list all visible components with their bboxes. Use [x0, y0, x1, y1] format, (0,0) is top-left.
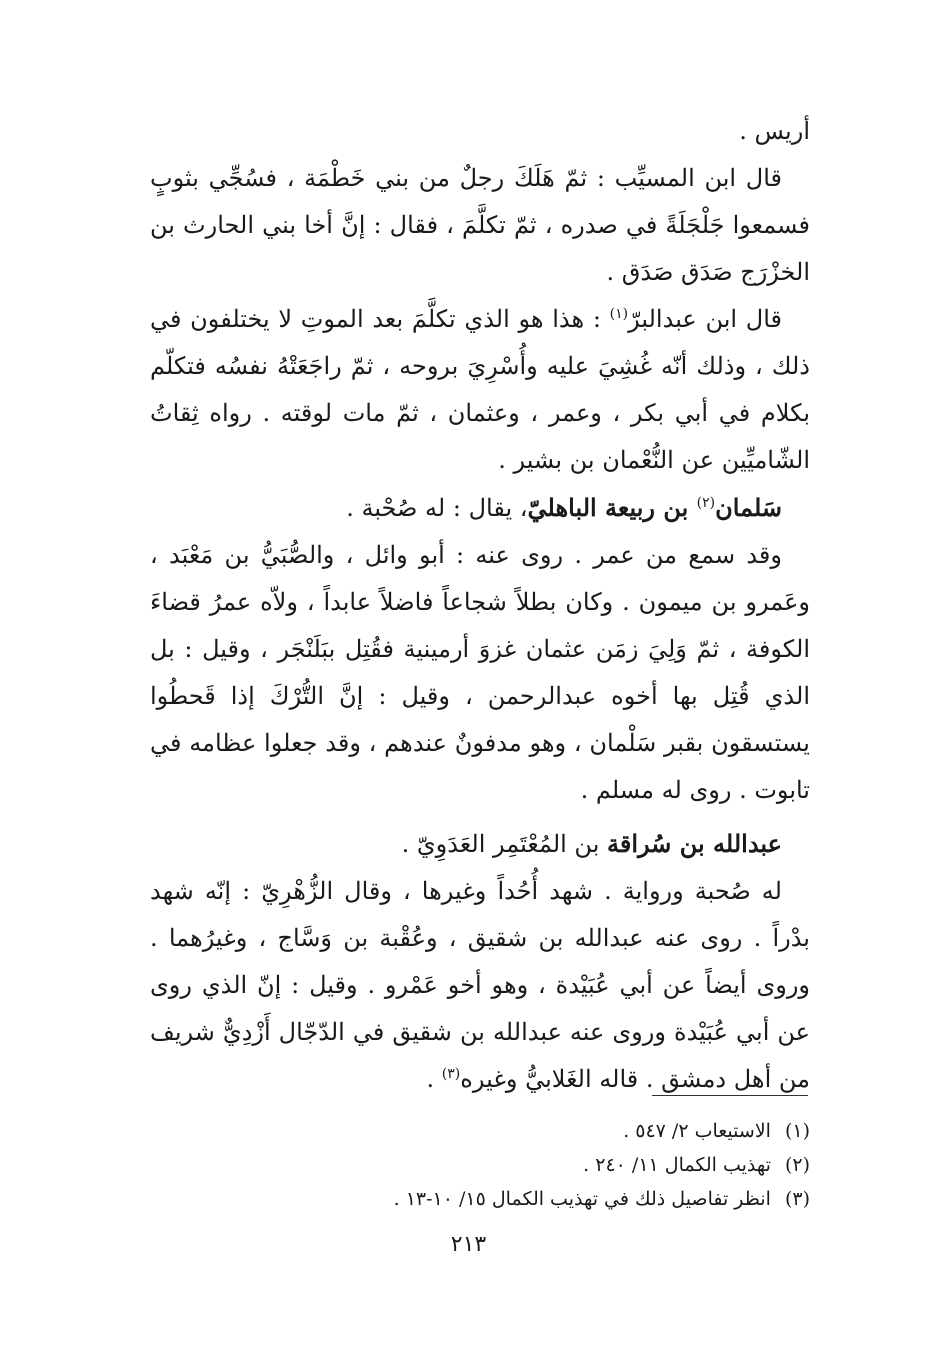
- footnote-number: (٢): [784, 1154, 810, 1176]
- paragraph-2-lead: قال ابن عبدالبرّ: [628, 305, 782, 333]
- footnote-text: تهذيب الكمال ١١/ ٢٤٠ .: [583, 1154, 771, 1176]
- footnote-number: (٣): [784, 1188, 810, 1210]
- footnote-divider: [652, 1095, 808, 1096]
- footnote-number: (١): [784, 1120, 810, 1142]
- footnote-ref-2: (٢): [696, 495, 716, 511]
- entry-name-salman-rest: بن ربيعة الباهليّ: [527, 493, 697, 522]
- footnote-text: الاستيعاب ٢/ ٥٤٧ .: [623, 1120, 771, 1142]
- paragraph-4-body: له صُحبة ورواية . شهد أُحُداً وغيرها ، وقال الزُّهْرِيّ : إنّه شهد بدْراً . روى عنه عبدالله بن شقيق ، وعُقْبة بن وَسَّاج ، وغيرُهما . وروى أيضاً عن أبي عُبَيْدة ، وهو أخو عَمْرو . وقيل : إنّ الذي روى عن أبي عُبَيْدة وروى عنه عبدالله بن شقيق في الدّجّال أَزْدِيٌّ شريف من أهل دمشق . قاله الغَلابيُّ وغيره: [150, 877, 810, 1093]
- footnote-2: [150, 1148, 810, 1182]
- main-text: [150, 108, 810, 1103]
- paragraph-4-end: .: [426, 1065, 442, 1093]
- entry-heading-salman: [150, 484, 810, 532]
- footnote-ref-1: (١): [609, 306, 629, 322]
- entry-heading-salman-tail: ، يقال : له صُحْبة .: [346, 494, 528, 522]
- footnote-ref-3: (٣): [441, 1066, 461, 1082]
- page-number: ٢١٣: [450, 1232, 487, 1257]
- continuation-line: أريس .: [739, 117, 810, 145]
- entry-name-abdullah: عبدالله بن سُراقة: [607, 829, 782, 858]
- footnote-text: انظر تفاصيل ذلك في تهذيب الكمال ١٥/ ١٠-١٣ .: [393, 1188, 771, 1210]
- paragraph-2: [150, 296, 810, 484]
- paragraph-2-body: : هذا هو الذي تكلَّمَ بعد الموتِ لا يختلفون في ذلك ، وذلك أنّه غُشِيَ عليه وأُسْرِيَ بروحه ، ثمّ راجَعَتْهُ نفسُه فتكلّم بكلام في أبي بكر ، وعمر ، وعثمان ، ثمّ مات لوقته . رواه ثِقاتُ الشّاميِّين عن النُّعْمان بن بشير .: [150, 305, 810, 474]
- footnotes: [150, 1114, 810, 1216]
- entry-heading-abdullah: [150, 820, 810, 868]
- entry-name-salman: سَلمان: [715, 493, 782, 522]
- footnote-1: [150, 1114, 810, 1148]
- entry-heading-abdullah-tail: بن المُعْتَمِر العَدَوِيّ .: [401, 830, 608, 858]
- paragraph-4: [150, 868, 810, 1103]
- paragraph-1: قال ابن المسيِّب : ثمّ هَلَكَ رجلٌ من بني خَطْمَة ، فسُجِّي بثوبٍ فسمعوا جَلْجَلَةً في صدره ، ثمّ تكلَّمَ ، فقال : إنَّ أخا بني الحارث بن الخزْرَج صَدَق صَدَق .: [150, 164, 810, 286]
- paragraph-3: وقد سمع من عمر . روى عنه : أبو وائل ، والصُّبَيُّ بن مَعْبَد ، وعَمرو بن ميمون . وكان بطلاً شجاعاً فاضلاً عابداً ، ولاّه عمرُ قضاءَ الكوفة ، ثمّ وَلِيَ زمَن عثمان غزوَ أرمينية فقُتِل ببَلَنْجَر ، وقيل : بل الذي قُتِل بها أخوه عبدالرحمن ، وقيل : إنَّ التُّرْكَ إذا قَحطُوا يستسقون بقبر سَلْمان ، وهو مدفونٌ عندهم ، وقد جعلوا عظامه في تابوت . روى له مسلم .: [150, 541, 810, 804]
- footnote-3: [150, 1182, 810, 1216]
